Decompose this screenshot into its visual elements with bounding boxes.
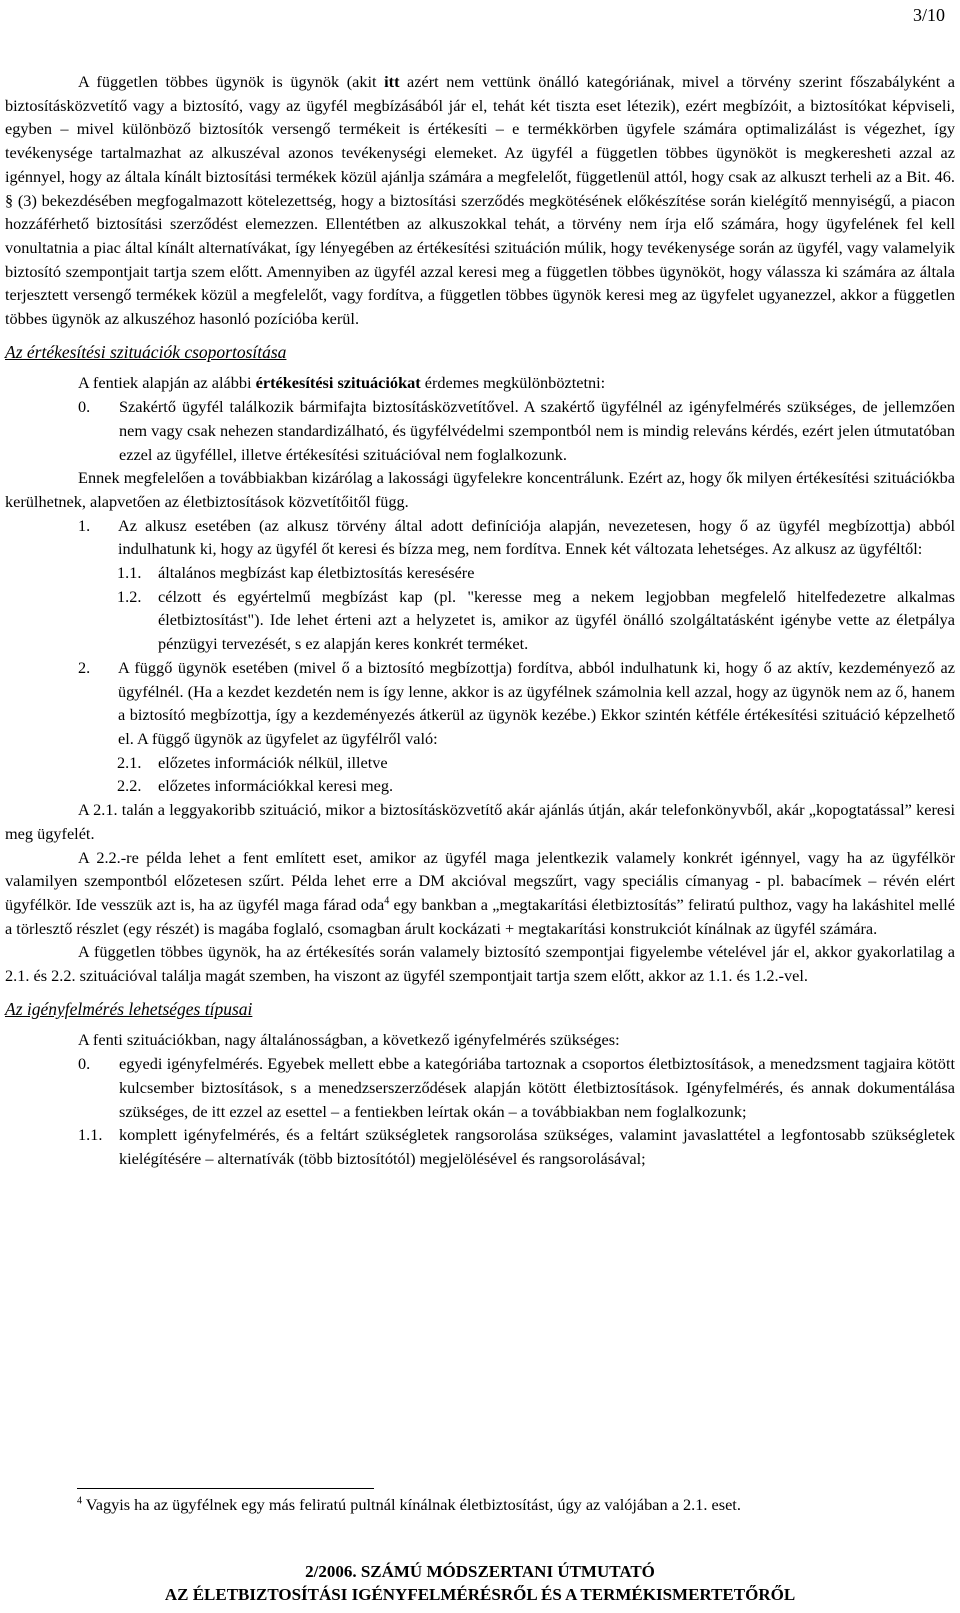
- list-item-0: [78, 395, 955, 466]
- paragraph-situation-2-1: A 2.1. talán a leggyakoribb szituáció, mikor a biztosításközvetítő akár ajánlás útján, akár telefonkönyvből, akár „kopogtatással” keresi meg ügyfelét.: [5, 800, 955, 843]
- paragraph-independent-agent: A független többes ügynök is ügynök (akit itt azért nem vettünk önálló kategóriának, mivel a törvény szerint főszabályként a biztosításközvetítő vagy a biztosító, vagy az ügyfél megbízásából jár el, tehát két tiszta eset létezik), ezért megbízóit, a biztosítókat képviseli, egyben – mivel különböző biztosítók versengő termékeit is értékesíti – e termékkörben ügyfele számára optimalizálást is végezhet, így tevékenysége tartalmazhat az alkuszéval azonos tevékenységi elemeket. Az ügyfél a független többes ügynököt is megkeresheti azzal az igénnyel, hogy az általa kínált biztosítási termékek közül ajánlja számára a megfelelőt, függetlenül attól, hogy csak az alkuszt terheli az a Bit. 46. § (3) bekezdésében megfogalmazott kötelezettség, hogy a biztosítási szerződés megkötésének előkészítése során kielégítő mennyiségű, a piacon hozzáférhető biztosítási szerződést elemezzen. Ellentétben az alkuszokkal tehát, a törvény nem írja elő számára, hogy ügyfelének fel kell vonultatnia a piac által kínált alternatívákat, így lényegében az értékesítési szituáción múlik, hogy tevékenysége során az ügyfél, vagy valamelyik biztosító szempontjait tartja szem előtt. Amennyiben az ügyfél azzal keresi meg a független többes ügynököt, hogy válassza ki számára az általa terjesztett versengő termékek közül a megfelelőt, vagy fordítva, a független többes ügynök keresi meg az ügyfelet ugyanezzel, akkor a független többes ügynök az alkuszéhoz hasonló pozícióba kerül.: [5, 72, 956, 329]
- emphasis-sales-situations: értékesítési szituációkat: [255, 373, 421, 393]
- list-text: Szakértő ügyfél találkozik bármifajta biztosításközvetítővel. A szakértő ügyfélnél az igényfelmérés szükséges, de jellemzően nem vagy csak nehezen standardizálható, és ügyfélvédelmi szempontból nem is mindig releváns kérdés, ezért jelen útmutatóban ezzel az ügyféllel, illetve értékesítési szituációval nem foglalkozunk.: [119, 397, 955, 464]
- paragraph-intro-situations: A fentiek alapján az alábbi értékesítési szituációkat érdemes megkülönböztetni:: [78, 373, 606, 393]
- list-number: 0.: [78, 1054, 91, 1074]
- section-heading-needs-assessment-types: Az igényfelmérés lehetséges típusai: [5, 998, 253, 1019]
- page-footer: [0, 1560, 960, 1606]
- footnote-reference: 4: [384, 895, 390, 907]
- list-item-1: [78, 514, 955, 561]
- list-text: előzetes információkkal keresi meg.: [158, 776, 394, 796]
- paragraph-retail-focus: Ennek megfelelően a továbbiakban kizárólag a lakossági ügyfelekre koncentrálunk. Ezért az, hogy ők milyen értékesítési szituációkba kerülhetnek, alapvetően az életbiztosítások közvetítőitől függ.: [5, 468, 955, 511]
- page-number: 3/10: [912, 5, 945, 25]
- list-item-2-1: [117, 751, 955, 775]
- list-item-2-2: [117, 774, 955, 798]
- list-item-1-1: [117, 561, 955, 585]
- footnote-marker: 4: [77, 1495, 82, 1507]
- list-text: komplett igényfelmérés, és a feltárt szükségletek rangsorolása szükséges, valamint javaslattétel a legfontosabb szükségletek kielégítésére – alternatívák (több biztosítótól) megjelölésével és rangsorolásával;: [119, 1125, 955, 1168]
- paragraph-needs-intro: A fenti szituációkban, nagy általánosságban, a következő igényfelmérés szükséges:: [78, 1030, 620, 1050]
- paragraph-situation-2-2: A 2.2.-re példa lehet a fent említett eset, amikor az ügyfél maga jelentkezik valamely konkrét igénnyel, vagy ha az ügyfélkör valamilyen szempontból előzetesen szűrt. Példa lehet erre a DM akcióval megszűrt, vagy speciális címanyag - pl. babacímek – révén elért ügyfélkör. Ide vesszük azt is, ha az ügyfél maga fárad oda$^4$ egy bankban a „megtakarítási életbiztosítás” feliratú pulthoz, vagy ha lakáshitel mellé a törlesztő részlet (egy részét) is magába foglaló, csomagban árult kockázati + megtakarítási konstrukciót kínálnak az ügyfél számára.: [5, 847, 955, 938]
- emphasis-itt: itt: [384, 72, 400, 91]
- list-number: 0.: [78, 397, 91, 417]
- needs-item-1-1: [78, 1123, 955, 1170]
- document-body: [5, 70, 955, 1171]
- list-text: előzetes információk nélkül, illetve: [158, 752, 388, 772]
- list-number: 1.1.: [117, 563, 142, 583]
- footer-subtitle: AZ ÉLETBIZTOSÍTÁSI IGÉNYFELMÉRÉSRŐL ÉS A TERMÉKISMERTETŐRŐL: [164, 1585, 796, 1604]
- footer-title: 2/2006. SZÁMÚ MÓDSZERTANI ÚTMUTATÓ: [305, 1562, 655, 1581]
- paragraph-independent-situations: A független többes ügynök, ha az értékesítés során valamely biztosító szempontjai figyelembe vételével jár el, akkor gyakorlatilag a 2.1. és 2.2. szituációval találja magát szemben, ha viszont az ügyfél szempontjait tartja szem előtt, akkor az 1.1. és 1.2.-vel.: [5, 942, 955, 986]
- list-item-1-2: [117, 585, 955, 656]
- section-heading-sales-situations: Az értékesítési szituációk csoportosítása: [5, 341, 287, 362]
- list-number: 2.: [78, 657, 91, 677]
- list-text: Az alkusz esetében (az alkusz törvény által adott definíciója alapján, nevezetesen, hogy ő az ügyfél megbízottja) abból indulhatunk ki, hogy az ügyfél őt keresi és bízza meg, nem fordítva. Ennek két változata lehetséges. Az alkusz az ügyféltől:: [118, 515, 955, 559]
- list-text: A függő ügynök esetében (mivel ő a biztosító megbízottja) fordítva, abból indulhatunk ki, hogy ő az aktív, kezdeményező az ügyfélnél. (Ha a kezdet kezdetén nem is így lenne, akkor is az ügyfélnek számolnia kell azzal, hogy az ügynök nem az ő, hanem a biztosító megbízottja, így a kezdeményezés átkerül az ügynök kezébe.) Ekkor szintén kétféle értékesítési szituáció képzelhető el. A függő ügynök az ügyfelet az ügyfélről való:: [118, 657, 955, 748]
- list-number: 2.2.: [117, 776, 142, 796]
- list-number: 2.1.: [117, 752, 142, 772]
- list-number: 1.: [78, 515, 91, 535]
- list-number: 1.2.: [117, 586, 142, 606]
- footnote: $^4$ Vagyis ha az ügyfélnek egy más feliratú pultnál kínálnak életbiztosítást, úgy az valójában a 2.1. eset.: [77, 1495, 741, 1514]
- list-item-2: [78, 656, 955, 751]
- list-text: célzott és egyértelmű megbízást kap (pl. "keresse meg a nekem legjobban megfelelő hitelfedezetre alkalmas életbiztosítást"). Ide lehet érteni azt a helyzetet is, amikor az ügyfél önálló szolgáltatásként igénybe vette az életpálya pénzügyi tervezését, s ez alapján keres konkrét terméket.: [158, 586, 955, 654]
- needs-item-0: [78, 1052, 955, 1123]
- footnote-divider: [77, 1488, 374, 1489]
- list-text: általános megbízást kap életbiztosítás keresésére: [158, 563, 475, 583]
- list-number: 1.1.: [78, 1125, 103, 1145]
- list-text: egyedi igényfelmérés. Egyebek mellett ebbe a kategóriába tartoznak a csoportos életbiztosítások, a menedzsment tagjaira kötött kulcsember biztosítások, s a menedzserszerződések alapján kötött életbiztosítások. Igényfelmérés, és annak dokumentálása szükséges, de itt ezzel az esettel – a fentiekben leírtak okán – a továbbiakban nem foglalkozunk;: [119, 1054, 955, 1121]
